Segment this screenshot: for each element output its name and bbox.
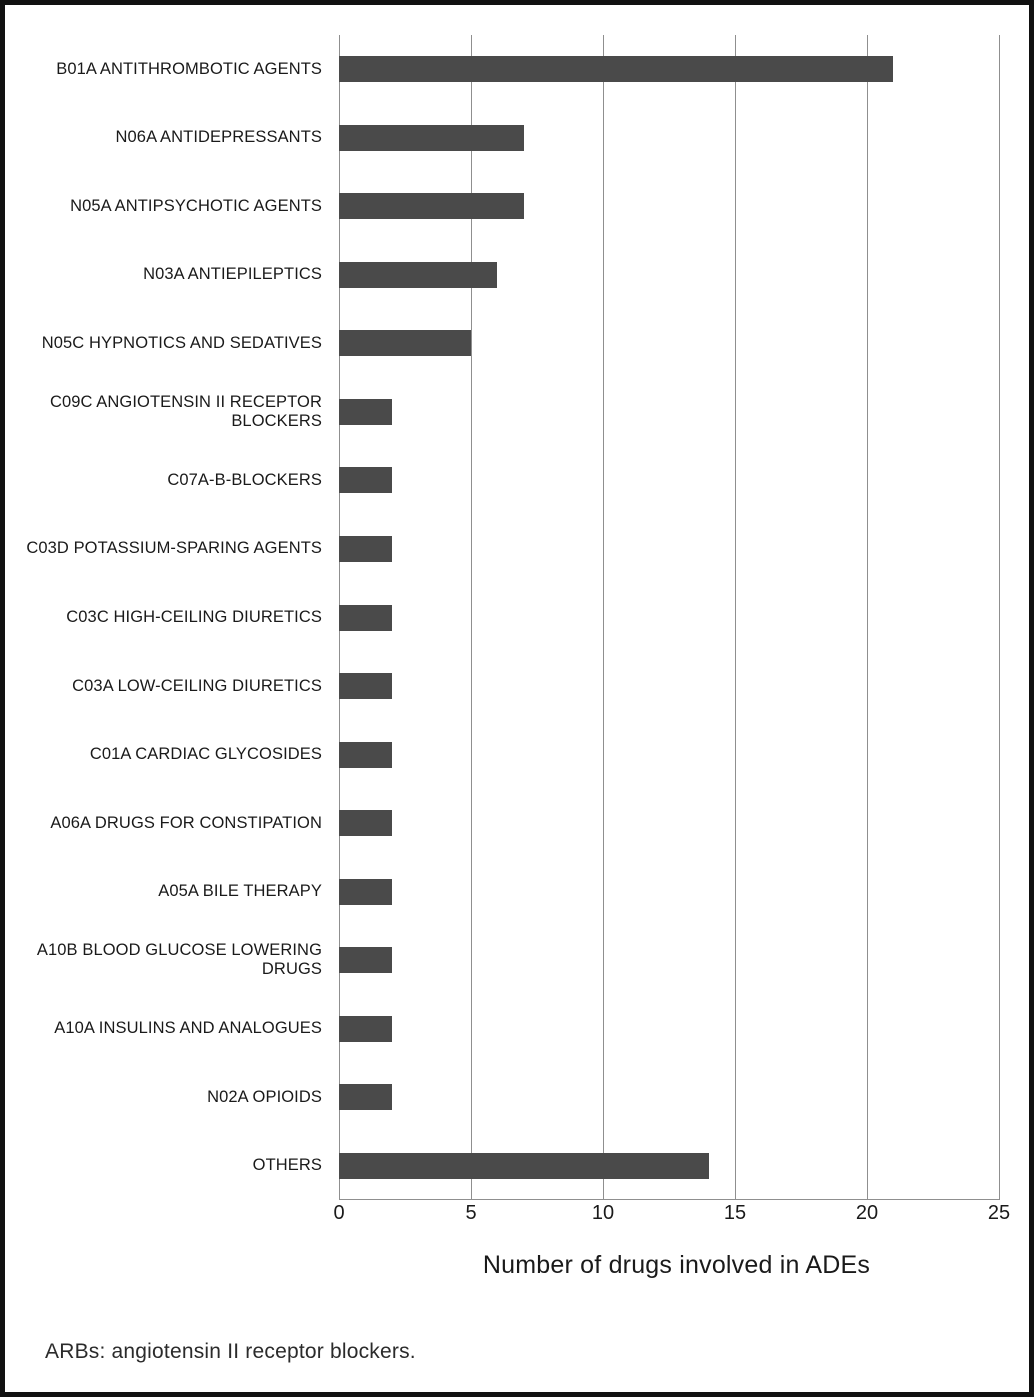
gridline — [735, 35, 736, 1200]
gridline — [603, 35, 604, 1200]
x-axis-ticks — [333, 1202, 1011, 1236]
bar-row — [339, 35, 999, 104]
category-label-row — [5, 720, 331, 789]
category-label: A05A BILE THERAPY — [158, 882, 322, 901]
x-tick-label: 15 — [723, 1202, 747, 1224]
bar-row — [339, 241, 999, 310]
category-label: A10B BLOOD GLUCOSE LOWERING DRUGS — [36, 941, 322, 979]
category-label-row — [5, 857, 331, 926]
bar — [339, 742, 392, 768]
category-label: N03A ANTIEPILEPTICS — [143, 265, 322, 284]
bar-row — [339, 789, 999, 858]
bar — [339, 947, 392, 973]
category-label-row — [5, 789, 331, 858]
x-tick-label: 10 — [591, 1202, 615, 1224]
bar-row — [339, 857, 999, 926]
x-tick-label: 25 — [987, 1202, 1011, 1224]
x-tick-label: 0 — [333, 1202, 345, 1224]
bar-row — [339, 652, 999, 721]
category-label-row — [5, 994, 331, 1063]
category-label: N06A ANTIDEPRESSANTS — [115, 128, 322, 147]
category-axis-labels — [5, 35, 331, 1200]
category-label-row — [5, 35, 331, 104]
figure-footnote: ARBs: angiotensin II receptor blockers. — [45, 1340, 416, 1363]
bar-row — [339, 515, 999, 584]
bar-row — [339, 994, 999, 1063]
bar-row — [339, 172, 999, 241]
bar — [339, 193, 524, 219]
bar — [339, 262, 497, 288]
bar-row — [339, 104, 999, 173]
category-label: A06A DRUGS FOR CONSTIPATION — [50, 813, 322, 832]
bar-row — [339, 926, 999, 995]
x-tick-label: 20 — [855, 1202, 879, 1224]
bar-row — [339, 1132, 999, 1201]
x-axis-title: Number of drugs involved in ADEs — [482, 1251, 871, 1279]
x-axis-line — [339, 1199, 999, 1200]
category-label-row — [5, 515, 331, 584]
bar — [339, 125, 524, 151]
bar — [339, 605, 392, 631]
category-label-row — [5, 309, 331, 378]
category-label-row — [5, 241, 331, 310]
category-label-row — [5, 172, 331, 241]
category-label: N05C HYPNOTICS AND SEDATIVES — [41, 333, 322, 352]
bar — [339, 1084, 392, 1110]
bar — [339, 673, 392, 699]
category-label: C03A LOW-CEILING DIURETICS — [72, 676, 322, 695]
category-label-row — [5, 446, 331, 515]
bar-row — [339, 1063, 999, 1132]
bar — [339, 810, 392, 836]
category-label: N05A ANTIPSYCHOTIC AGENTS — [70, 196, 322, 215]
bar — [339, 1016, 392, 1042]
category-label-row — [5, 583, 331, 652]
bar-rows — [339, 35, 999, 1200]
bar — [339, 330, 471, 356]
bar — [339, 467, 392, 493]
plot-area — [339, 35, 999, 1200]
category-label-row — [5, 1132, 331, 1201]
bar-row — [339, 446, 999, 515]
bar — [339, 399, 392, 425]
category-label: C03C HIGH-CEILING DIURETICS — [66, 608, 322, 627]
gridline — [867, 35, 868, 1200]
category-label: B01A ANTITHROMBOTIC AGENTS — [56, 59, 322, 78]
category-label: OTHERS — [252, 1156, 322, 1175]
category-label: C09C ANGIOTENSIN II RECEPTOR BLOCKERS — [49, 392, 322, 430]
gridline — [999, 35, 1000, 1200]
category-label-row — [5, 652, 331, 721]
category-label: A10A INSULINS AND ANALOGUES — [54, 1019, 322, 1038]
bar-row — [339, 720, 999, 789]
category-label: C03D POTASSIUM-SPARING AGENTS — [26, 539, 322, 558]
category-label: N02A OPIOIDS — [207, 1087, 322, 1106]
category-label: C07A-B-BLOCKERS — [167, 470, 322, 489]
bar-chart — [5, 5, 1029, 1279]
category-label-row — [5, 104, 331, 173]
bar — [339, 879, 392, 905]
category-label: C01A CARDIAC GLYCOSIDES — [89, 745, 322, 764]
bar-row — [339, 378, 999, 447]
category-label-row — [5, 926, 331, 995]
bar — [339, 56, 893, 82]
bar — [339, 536, 392, 562]
bar-row — [339, 309, 999, 378]
x-tick-label: 5 — [465, 1202, 477, 1224]
bar-row — [339, 583, 999, 652]
bar — [339, 1153, 709, 1179]
category-label-row — [5, 378, 331, 447]
category-label-row — [5, 1063, 331, 1132]
